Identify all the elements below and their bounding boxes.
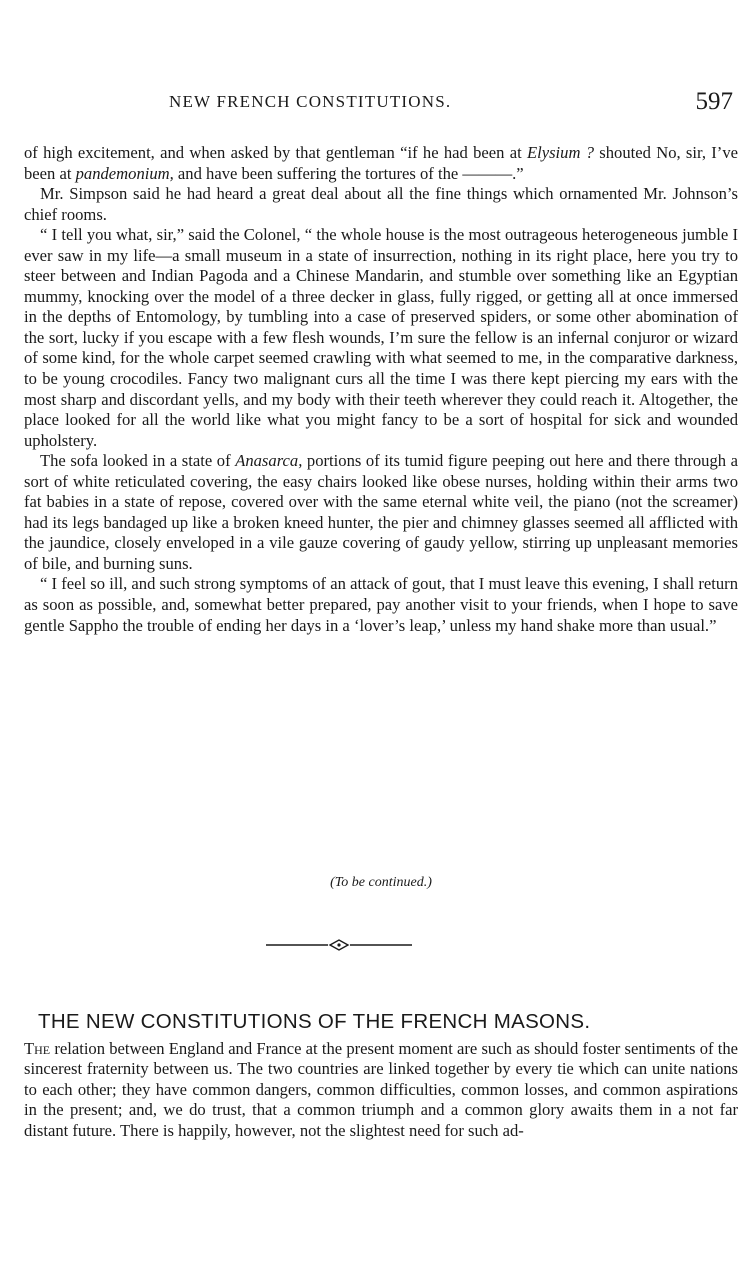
paragraph-1-text-c: and have been suffering the tortures of the ———.” bbox=[173, 163, 524, 183]
section-drop-word: The bbox=[24, 1039, 51, 1058]
paragraph-4-emphasis: Anasarca, bbox=[235, 451, 303, 471]
paragraph-4-text-b: portions of its tumid figure peeping out here and there through a sort of white reticulated covering, the easy chairs looked like obese nurses, holding within their arms two fat babies in a state of repose, covered over with the same eternal white veil, the piano (not the screamer) had its legs bandaged up like a broken kneed hunter, the pier and chimney glasses seemed all afflicted with the jaundice, closely enveloped in a vile gauze covering of gaudy yellow, stirring up unpleasant memories of bile, and burning suns. bbox=[24, 451, 738, 573]
paragraph-2: Mr. Simpson said he had heard a great deal about all the fine things which ornamented Mr. Johnson’s chief rooms. bbox=[24, 184, 738, 224]
paragraph-5: “ I feel so ill, and such strong symptoms of an attack of gout, that I must leave this evening, I shall return as soon as possible, and, somewhat better prepared, pay another visit to your friends, when I hope to save gentle Sappho the trouble of ending her days in a ‘lover’s leap,’ unless my hand shake more than usual.” bbox=[24, 574, 738, 635]
to-be-continued: (To be continued.) bbox=[330, 875, 432, 890]
running-head: NEW FRENCH CONSTITUTIONS. bbox=[169, 92, 452, 111]
section-text bbox=[24, 1039, 738, 1141]
paragraph-1-emphasis-a: Elysium ? bbox=[526, 143, 595, 162]
body-text bbox=[24, 143, 738, 636]
paragraph-1-emphasis-b: pandemonium, bbox=[75, 163, 174, 183]
section-paragraph-1 bbox=[24, 1039, 738, 1141]
page-number: 597 bbox=[695, 88, 733, 115]
paragraph-4-text-a: The sofa looked in a state of bbox=[40, 451, 236, 471]
paragraph-1-text-a: of high excitement, and when asked by that gentleman “if he had been at bbox=[24, 143, 527, 162]
page-header bbox=[24, 88, 738, 116]
paragraph-1-text-b: shouted No, sir, I’ve been at bbox=[24, 143, 738, 183]
paragraph-1 bbox=[24, 143, 738, 184]
paragraph-3: “ I tell you what, sir,” said the Colonel, “ the whole house is the most outrageous heterogeneous jumble I ever saw in my life—a small museum in a state of insurrection, nothing in its right place, here you try to steer between and Indian Pagoda and a Chinese Mandarin, and stumble over something like an Egyptian mummy, knocking over the model of a three decker in glass, fully rigged, or getting all at once immersed in the depths of Entomology, by tumbling into a case of preserved spiders, or some other abomination of the sort, lucky if you escape with a few flesh wounds, I’m sure the fellow is an infernal conjuror or wizard of some kind, for the whole carpet seemed crawling with what seemed to me, in the comparative darkness, to be young crocodiles. Fancy two malignant curs all the time I was there kept piercing my ears with the most sharp and discordant yells, and my body with their teeth wherever they could reach it. Altogether, the place looked for all the world like what you might fancy to be a sort of hospital for sick and wounded upholstery. bbox=[24, 225, 738, 450]
section-divider-ornament bbox=[264, 938, 414, 952]
paragraph-4 bbox=[24, 451, 738, 574]
section-title: THE NEW CONSTITUTIONS OF THE FRENCH MASONS. bbox=[38, 1010, 591, 1033]
book-page bbox=[24, 0, 738, 1286]
section-paragraph-text: relation between England and France at the present moment are such as should foster sentiments of the sincerest fraternity between us. The two countries are linked together by every tie which can unite nations to each other; they have common dangers, common difficulties, common losses, and common aspirations in the present; and, we do trust, that a common triumph and a common glory awaits them in a not far distant future. There is happily, however, not the slightest need for such ad- bbox=[24, 1039, 738, 1140]
